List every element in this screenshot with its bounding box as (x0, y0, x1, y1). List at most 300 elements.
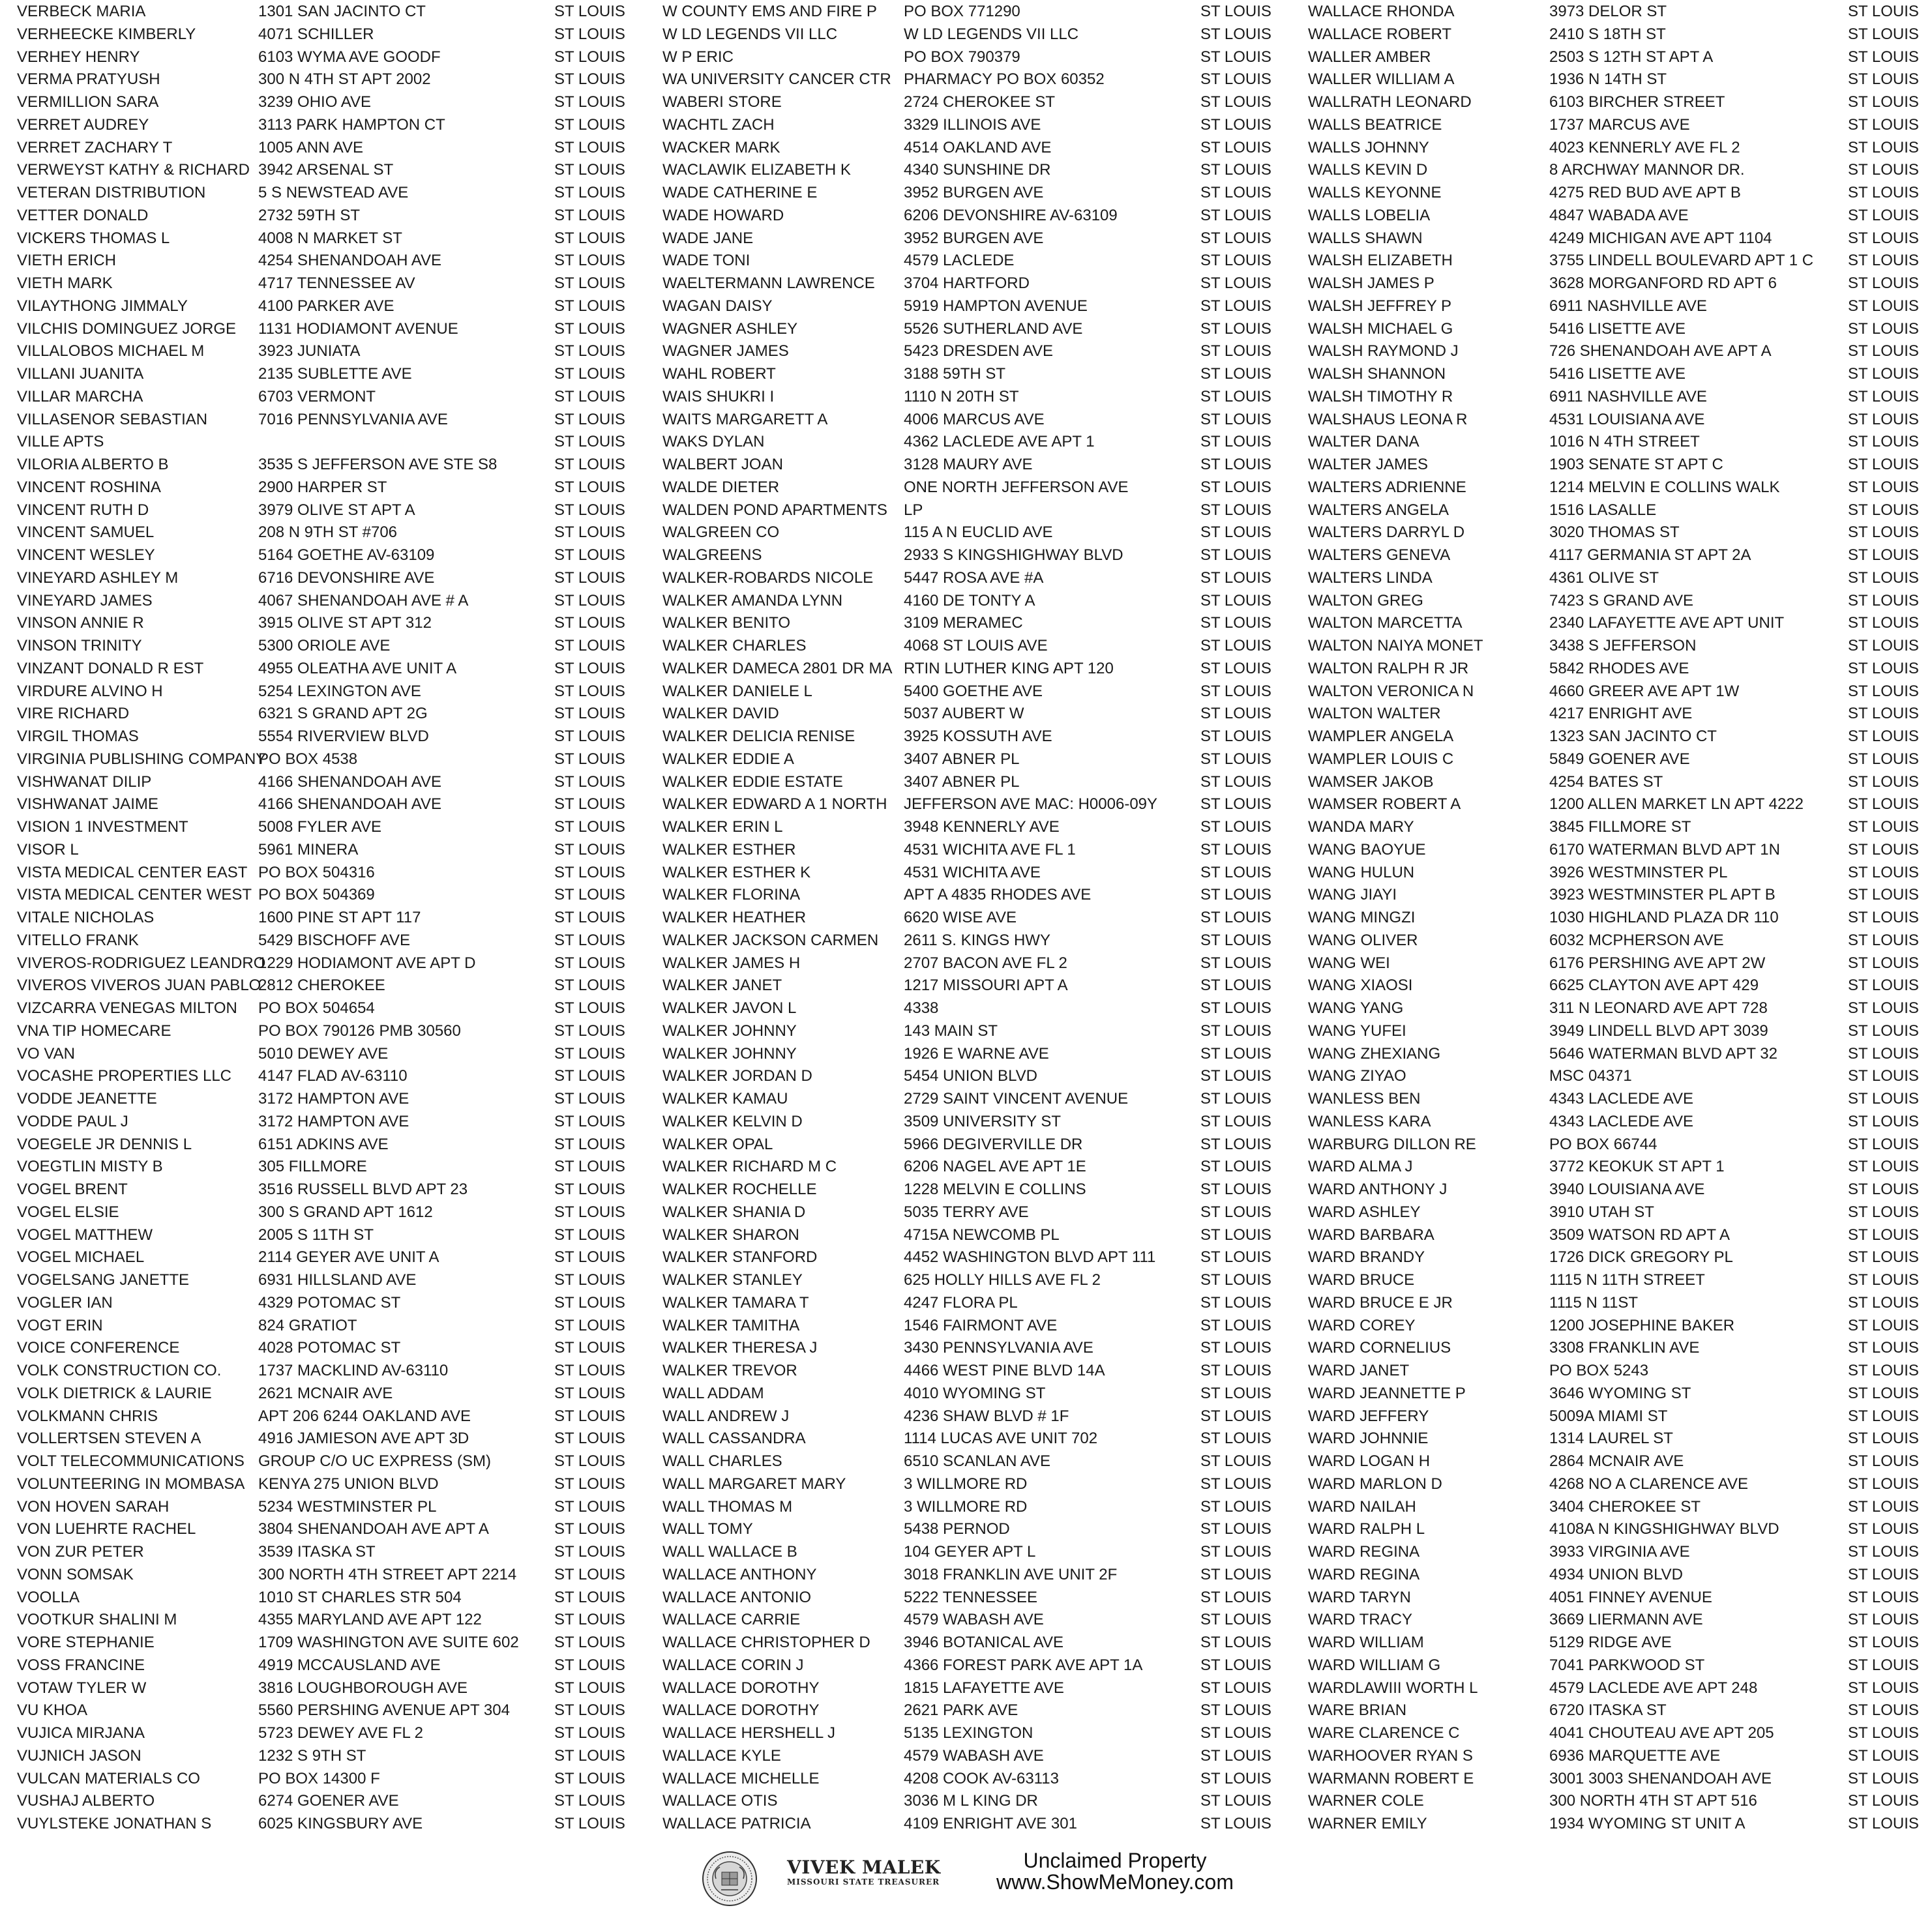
owner-city: ST LOUIS (554, 637, 625, 654)
owner-address: 1600 PINE ST APT 117 (258, 909, 421, 926)
owner-name: WANDA MARY (1308, 818, 1414, 836)
owner-city: ST LOUIS (554, 1611, 625, 1629)
owner-address: W LD LEGENDS VII LLC (904, 25, 1079, 43)
owner-city: ST LOUIS (1200, 1067, 1271, 1085)
owner-address: 4362 LACLEDE AVE APT 1 (904, 433, 1095, 451)
owner-name: WALKER KELVIN D (662, 1112, 803, 1130)
owner-name: WANG MINGZI (1308, 909, 1416, 926)
owner-address: 4361 OLIVE ST (1549, 568, 1659, 587)
owner-address: LP (904, 501, 923, 519)
owner-name: WALKER EDDIE A (662, 750, 794, 768)
owner-city: ST LOUIS (1848, 750, 1919, 768)
owner-name: WADE TONI (662, 252, 751, 270)
owner-city: ST LOUIS (554, 818, 625, 836)
owner-name: VOICE CONFERENCE (17, 1339, 180, 1357)
owner-city: ST LOUIS (1848, 1452, 1919, 1470)
owner-address: 4916 JAMIESON AVE APT 3D (258, 1430, 469, 1448)
owner-name: VERMILLION SARA (17, 93, 159, 111)
owner-name: WAMPLER LOUIS C (1308, 750, 1454, 768)
owner-name: WABERI STORE (662, 93, 782, 111)
owner-name: WAMPLER ANGELA (1308, 727, 1454, 745)
owner-city: ST LOUIS (1848, 365, 1919, 383)
owner-city: ST LOUIS (1200, 1135, 1271, 1153)
owner-name: WALKER EDDIE ESTATE (662, 772, 843, 791)
owner-name: WA UNIVERSITY CANCER CTR (662, 70, 891, 89)
owner-address: 5560 PERSHING AVENUE APT 304 (258, 1701, 510, 1720)
owner-address: 3430 PENNSYLVANIA AVE (904, 1339, 1093, 1357)
owner-address: 3923 WESTMINSTER PL APT B (1549, 886, 1776, 904)
owner-name: WALL THOMAS M (662, 1497, 793, 1516)
owner-address: APT A 4835 RHODES AVE (904, 886, 1092, 904)
owner-name: WALLACE ANTONIO (662, 1588, 812, 1606)
owner-name: WALKER STANFORD (662, 1248, 818, 1267)
owner-city: ST LOUIS (1200, 1792, 1271, 1810)
owner-address: 4028 POTOMAC ST (258, 1339, 401, 1357)
owner-address: 4579 WABASH AVE (904, 1611, 1044, 1629)
owner-address: 5010 DEWEY AVE (258, 1044, 389, 1063)
owner-address: 143 MAIN ST (904, 1021, 998, 1040)
owner-name: WALSHAUS LEONA R (1308, 410, 1468, 428)
owner-city: ST LOUIS (554, 1090, 625, 1108)
owner-name: WALKER JAVON L (662, 999, 797, 1017)
owner-city: ST LOUIS (1200, 1044, 1271, 1063)
owner-address: JEFFERSON AVE MAC: H0006-09Y (904, 795, 1158, 814)
owner-city: ST LOUIS (1848, 387, 1919, 405)
owner-address: 1115 N 11ST (1549, 1293, 1639, 1312)
owner-address: ONE NORTH JEFFERSON AVE (904, 478, 1129, 496)
owner-address: PO BOX 504316 (258, 863, 375, 881)
owner-name: WALKER CHARLES (662, 637, 807, 654)
owner-name: WAITS MARGARETT A (662, 410, 828, 428)
owner-city: ST LOUIS (554, 1271, 625, 1289)
owner-name: WALTERS ADRIENNE (1308, 478, 1466, 496)
owner-city: ST LOUIS (1200, 1701, 1271, 1720)
owner-name: WALKER TREVOR (662, 1362, 797, 1379)
owner-city: ST LOUIS (554, 1203, 625, 1221)
owner-city: ST LOUIS (554, 614, 625, 632)
owner-city: ST LOUIS (554, 659, 625, 677)
owner-address: 3940 LOUISIANA AVE (1549, 1181, 1705, 1198)
owner-city: ST LOUIS (1200, 1520, 1271, 1538)
owner-name: VIETH MARK (17, 274, 113, 292)
owner-address: 3329 ILLINOIS AVE (904, 115, 1041, 134)
owner-city: ST LOUIS (1200, 999, 1271, 1017)
owner-name: WAKS DYLAN (662, 433, 765, 451)
owner-address: 300 N 4TH ST APT 2002 (258, 70, 431, 89)
owner-address: 4208 COOK AV-63113 (904, 1769, 1059, 1787)
owner-address: 6716 DEVONSHIRE AVE (258, 568, 435, 587)
owner-name: WALLACE ROBERT (1308, 25, 1452, 43)
owner-name: WAGAN DAISY (662, 297, 773, 315)
owner-address: 3535 S JEFFERSON AVE STE S8 (258, 456, 498, 473)
owner-name: WALLACE DOROTHY (662, 1679, 820, 1697)
owner-address: 6032 MCPHERSON AVE (1549, 931, 1724, 949)
owner-address: 3949 LINDELL BLVD APT 3039 (1549, 1021, 1768, 1040)
owner-name: WALSH MICHAEL G (1308, 319, 1453, 338)
owner-address: 6103 WYMA AVE GOODF (258, 48, 441, 66)
owner-address: 6170 WATERMAN BLVD APT 1N (1549, 840, 1780, 859)
owner-address: 4109 ENRIGHT AVE 301 (904, 1815, 1077, 1832)
owner-city: ST LOUIS (1200, 1475, 1271, 1493)
owner-name: VONN SOMSAK (17, 1565, 134, 1583)
owner-name: WARBURG DILLON RE (1308, 1135, 1476, 1153)
owner-address: 2812 CHEROKEE (258, 977, 385, 995)
owner-name: VINSON ANNIE R (17, 614, 144, 632)
owner-address: KENYA 275 UNION BLVD (258, 1475, 439, 1493)
owner-name: WALL MARGARET MARY (662, 1475, 846, 1493)
owner-address: PO BOX 771290 (904, 3, 1020, 20)
owner-name: WALLACE DOROTHY (662, 1701, 820, 1720)
owner-city: ST LOUIS (1200, 25, 1271, 43)
owner-city: ST LOUIS (1200, 863, 1271, 881)
owner-address: 4715A NEWCOMB PL (904, 1226, 1060, 1244)
owner-name: WAHL ROBERT (662, 365, 776, 383)
owner-city: ST LOUIS (554, 682, 625, 700)
treasurer-name: VIVEK MALEK (787, 1857, 941, 1878)
owner-city: ST LOUIS (554, 319, 625, 338)
owner-address: 6206 DEVONSHIRE AV-63109 (904, 206, 1118, 224)
owner-city: ST LOUIS (1848, 1112, 1919, 1130)
owner-address: 2340 LAFAYETTE AVE APT UNIT (1549, 614, 1785, 632)
owner-name: VUSHAJ ALBERTO (17, 1792, 155, 1810)
owner-city: ST LOUIS (1848, 1158, 1919, 1176)
owner-city: ST LOUIS (1200, 206, 1271, 224)
owner-name: WALTON GREG (1308, 591, 1423, 610)
owner-city: ST LOUIS (554, 1112, 625, 1130)
owner-city: ST LOUIS (1848, 70, 1919, 89)
owner-city: ST LOUIS (1848, 1656, 1919, 1674)
owner-name: WALLACE ANTHONY (662, 1565, 817, 1583)
owner-city: ST LOUIS (1200, 342, 1271, 360)
owner-city: ST LOUIS (1200, 115, 1271, 134)
owner-address: 3308 FRANKLIN AVE (1549, 1339, 1700, 1357)
owner-address: MSC 04371 (1549, 1067, 1632, 1085)
owner-address: 6206 NAGEL AVE APT 1E (904, 1158, 1086, 1176)
owner-address: 2005 S 11TH ST (258, 1226, 374, 1244)
owner-address: 1903 SENATE ST APT C (1549, 456, 1723, 473)
owner-city: ST LOUIS (1848, 727, 1919, 745)
owner-name: WARD WILLIAM (1308, 1634, 1424, 1651)
owner-city: ST LOUIS (1200, 546, 1271, 564)
owner-city: ST LOUIS (1848, 433, 1919, 451)
owner-address: 6936 MARQUETTE AVE (1549, 1746, 1721, 1765)
owner-city: ST LOUIS (554, 909, 625, 926)
owner-name: WAGNER JAMES (662, 342, 789, 360)
owner-address: 6720 ITASKA ST (1549, 1701, 1667, 1720)
owner-name: WADE HOWARD (662, 206, 784, 224)
owner-city: ST LOUIS (1848, 1430, 1919, 1448)
owner-city: ST LOUIS (1200, 954, 1271, 972)
owner-name: WALTON MARCETTA (1308, 614, 1463, 632)
owner-address: 4329 POTOMAC ST (258, 1293, 401, 1312)
owner-city: ST LOUIS (1200, 410, 1271, 428)
owner-city: ST LOUIS (554, 1407, 625, 1425)
owner-address: 4117 GERMANIA ST APT 2A (1549, 546, 1751, 564)
owner-city: ST LOUIS (1200, 659, 1271, 677)
owner-name: WALKER ERIN L (662, 818, 783, 836)
owner-name: WALGREEN CO (662, 523, 780, 542)
owner-address: 4160 DE TONTY A (904, 591, 1035, 610)
owner-address: 5037 AUBERT W (904, 705, 1024, 723)
owner-name: WALKER EDWARD A 1 NORTH (662, 795, 887, 814)
owner-city: ST LOUIS (1848, 1565, 1919, 1583)
owner-city: ST LOUIS (1200, 433, 1271, 451)
owner-address: 4249 MICHIGAN AVE APT 1104 (1549, 229, 1772, 247)
owner-address: 5 S NEWSTEAD AVE (258, 184, 409, 201)
owner-address: 2707 BACON AVE FL 2 (904, 954, 1067, 972)
owner-name: VOEGELE JR DENNIS L (17, 1135, 192, 1153)
owner-city: ST LOUIS (554, 795, 625, 814)
owner-name: VIETH ERICH (17, 252, 117, 270)
owner-name: VOLT TELECOMMUNICATIONS (17, 1452, 245, 1470)
owner-name: WALDEN POND APARTMENTS (662, 501, 887, 519)
owner-name: WARD WILLIAM G (1308, 1656, 1441, 1674)
owner-city: ST LOUIS (1200, 1181, 1271, 1198)
owner-city: ST LOUIS (1200, 229, 1271, 247)
owner-address: PO BOX 790126 PMB 30560 (258, 1021, 461, 1040)
owner-city: ST LOUIS (1200, 1090, 1271, 1108)
owner-city: ST LOUIS (1848, 501, 1919, 519)
owner-address: 1217 MISSOURI APT A (904, 977, 1068, 995)
owner-address: 6703 VERMONT (258, 387, 376, 405)
owner-city: ST LOUIS (554, 410, 625, 428)
owner-city: ST LOUIS (1848, 1044, 1919, 1063)
owner-name: WALKER SHARON (662, 1226, 799, 1244)
owner-name: WALKER TAMITHA (662, 1316, 800, 1334)
owner-city: ST LOUIS (554, 93, 625, 111)
owner-name: VISTA MEDICAL CENTER WEST (17, 886, 252, 904)
owner-name: VINCENT SAMUEL (17, 523, 155, 542)
owner-city: ST LOUIS (1848, 1497, 1919, 1516)
owner-city: ST LOUIS (1200, 387, 1271, 405)
owner-address: 3239 OHIO AVE (258, 93, 371, 111)
owner-name: WARD COREY (1308, 1316, 1416, 1334)
owner-name: WALSH RAYMOND J (1308, 342, 1459, 360)
owner-name: WARD JOHNNIE (1308, 1430, 1429, 1448)
owner-name: VIVEROS VIVEROS JUAN PABLO (17, 977, 261, 995)
owner-address: 3 WILLMORE RD (904, 1497, 1028, 1516)
owner-address: 6625 CLAYTON AVE APT 429 (1549, 977, 1759, 995)
owner-name: WACHTL ZACH (662, 115, 775, 134)
owner-address: PHARMACY PO BOX 60352 (904, 70, 1105, 89)
owner-address: 4041 CHOUTEAU AVE APT 205 (1549, 1724, 1774, 1742)
owner-city: ST LOUIS (554, 184, 625, 201)
owner-name: WALKER JOHNNY (662, 1021, 797, 1040)
owner-address: 1301 SAN JACINTO CT (258, 3, 426, 20)
owner-city: ST LOUIS (1848, 863, 1919, 881)
owner-address: RTIN LUTHER KING APT 120 (904, 659, 1114, 677)
owner-city: ST LOUIS (554, 568, 625, 587)
owner-name: WALKER JORDAN D (662, 1067, 812, 1085)
owner-name: WARD MARLON D (1308, 1475, 1442, 1493)
owner-name: VITALE NICHOLAS (17, 909, 155, 926)
owner-city: ST LOUIS (1200, 909, 1271, 926)
owner-address: 1936 N 14TH ST (1549, 70, 1667, 89)
owner-city: ST LOUIS (1848, 886, 1919, 904)
owner-city: ST LOUIS (554, 1520, 625, 1538)
owner-name: WARD TARYN (1308, 1588, 1411, 1606)
treasurer-seal-icon (702, 1851, 758, 1907)
owner-name: VULCAN MATERIALS CO (17, 1769, 200, 1787)
owner-name: WALLACE CORIN J (662, 1656, 804, 1674)
owner-city: ST LOUIS (1200, 1248, 1271, 1267)
owner-name: WANG YANG (1308, 999, 1404, 1017)
owner-address: 3404 CHEROKEE ST (1549, 1497, 1701, 1516)
owner-city: ST LOUIS (1200, 161, 1271, 179)
owner-address: 2410 S 18TH ST (1549, 25, 1666, 43)
owner-address: 5454 UNION BLVD (904, 1067, 1037, 1085)
owner-city: ST LOUIS (1848, 999, 1919, 1017)
owner-city: ST LOUIS (554, 1497, 625, 1516)
owner-address: PO BOX 504654 (258, 999, 375, 1017)
owner-address: 3018 FRANKLIN AVE UNIT 2F (904, 1565, 1118, 1583)
owner-city: ST LOUIS (1200, 1724, 1271, 1742)
owner-name: WALKER KAMAU (662, 1090, 788, 1108)
owner-city: ST LOUIS (1200, 1226, 1271, 1244)
owner-city: ST LOUIS (554, 1634, 625, 1651)
owner-city: ST LOUIS (554, 1792, 625, 1810)
owner-name: VILCHIS DOMINGUEZ JORGE (17, 319, 237, 338)
owner-address: 5966 DEGIVERVILLE DR (904, 1135, 1083, 1153)
owner-name: WALKER JOHNNY (662, 1044, 797, 1063)
owner-city: ST LOUIS (554, 115, 625, 134)
owner-name: VO VAN (17, 1044, 75, 1063)
owner-name: WARD JANET (1308, 1362, 1410, 1379)
owner-name: WALTERS ANGELA (1308, 501, 1449, 519)
owner-name: WADE CATHERINE E (662, 184, 818, 201)
owner-address: 1110 N 20TH ST (904, 387, 1019, 405)
owner-address: 1131 HODIAMONT AVENUE (258, 319, 458, 338)
owner-address: 5646 WATERMAN BLVD APT 32 (1549, 1044, 1777, 1063)
owner-address: 5554 RIVERVIEW BLVD (258, 727, 429, 745)
owner-address: 2621 PARK AVE (904, 1701, 1018, 1720)
owner-name: WARD JEANNETTE P (1308, 1384, 1466, 1402)
owner-address: 3509 WATSON RD APT A (1549, 1226, 1730, 1244)
owner-name: VOLKMANN CHRIS (17, 1407, 158, 1425)
owner-city: ST LOUIS (554, 1724, 625, 1742)
owner-address: 3952 BURGEN AVE (904, 184, 1044, 201)
owner-city: ST LOUIS (554, 954, 625, 972)
owner-city: ST LOUIS (1848, 252, 1919, 270)
owner-city: ST LOUIS (1848, 229, 1919, 247)
owner-address: 3816 LOUGHBOROUGH AVE (258, 1679, 468, 1697)
owner-city: ST LOUIS (1200, 184, 1271, 201)
owner-address: 1709 WASHINGTON AVE SUITE 602 (258, 1634, 519, 1651)
owner-name: VISHWANAT DILIP (17, 772, 152, 791)
owner-name: VERRET ZACHARY T (17, 138, 173, 156)
owner-address: 2503 S 12TH ST APT A (1549, 48, 1714, 66)
owner-name: WALTON RALPH R JR (1308, 659, 1469, 677)
owner-address: 3 WILLMORE RD (904, 1475, 1028, 1493)
owner-city: ST LOUIS (1200, 1407, 1271, 1425)
owner-name: VIRGINIA PUBLISHING COMPANY (17, 750, 267, 768)
owner-address: 208 N 9TH ST #706 (258, 523, 398, 542)
owner-city: ST LOUIS (554, 750, 625, 768)
owner-address: PO BOX 5243 (1549, 1362, 1649, 1379)
owner-city: ST LOUIS (1200, 1112, 1271, 1130)
owner-name: WALKER ESTHER (662, 840, 796, 859)
owner-name: WALLACE OTIS (662, 1792, 778, 1810)
owner-name: WALKER BENITO (662, 614, 791, 632)
owner-address: 2724 CHEROKEE ST (904, 93, 1056, 111)
owner-address: 8 ARCHWAY MANNOR DR. (1549, 161, 1745, 179)
owner-address: 4071 SCHILLER (258, 25, 374, 43)
owner-address: 6911 NASHVILLE AVE (1549, 297, 1707, 315)
owner-address: 1200 ALLEN MARKET LN APT 4222 (1549, 795, 1804, 814)
owner-address: 4254 SHENANDOAH AVE (258, 252, 442, 270)
owner-city: ST LOUIS (1848, 1362, 1919, 1379)
owner-address: 4010 WYOMING ST (904, 1384, 1046, 1402)
owner-city: ST LOUIS (1848, 138, 1919, 156)
owner-city: ST LOUIS (1848, 772, 1919, 791)
owner-name: VUJNICH JASON (17, 1746, 141, 1765)
owner-address: 1323 SAN JACINTO CT (1549, 727, 1717, 745)
owner-city: ST LOUIS (1848, 48, 1919, 66)
owner-name: VNA TIP HOMECARE (17, 1021, 171, 1040)
owner-city: ST LOUIS (1848, 818, 1919, 836)
owner-name: WAELTERMANN LAWRENCE (662, 274, 875, 292)
owner-address: 6620 WISE AVE (904, 909, 1017, 926)
owner-name: VINSON TRINITY (17, 637, 142, 654)
owner-address: 3036 M L KING DR (904, 1792, 1038, 1810)
owner-city: ST LOUIS (1200, 297, 1271, 315)
owner-name: VISTA MEDICAL CENTER EAST (17, 863, 248, 881)
owner-address: 2114 GEYER AVE UNIT A (258, 1248, 439, 1267)
owner-address: 3923 JUNIATA (258, 342, 361, 360)
owner-name: WALSH SHANNON (1308, 365, 1446, 383)
owner-address: 1016 N 4TH STREET (1549, 433, 1700, 451)
owner-city: ST LOUIS (554, 1701, 625, 1720)
owner-city: ST LOUIS (554, 3, 625, 20)
owner-address: 5008 FYLER AVE (258, 818, 381, 836)
owner-name: VU KHOA (17, 1701, 88, 1720)
owner-name: VICKERS THOMAS L (17, 229, 170, 247)
owner-city: ST LOUIS (1848, 1203, 1919, 1221)
owner-address: 3407 ABNER PL (904, 772, 1020, 791)
owner-city: ST LOUIS (1848, 3, 1919, 20)
owner-city: ST LOUIS (554, 501, 625, 519)
owner-name: VINCENT RUTH D (17, 501, 149, 519)
website-link[interactable]: www.ShowMeMoney.com (996, 1870, 1234, 1894)
owner-address: 3772 KEOKUK ST APT 1 (1549, 1158, 1725, 1176)
owner-address: 3188 59TH ST (904, 365, 1006, 383)
owner-city: ST LOUIS (1848, 1611, 1919, 1629)
owner-city: ST LOUIS (554, 1430, 625, 1448)
treasurer-signature (787, 1858, 941, 1887)
owner-name: WALL ADDAM (662, 1384, 764, 1402)
owner-city: ST LOUIS (1200, 1611, 1271, 1629)
owner-address: 6931 HILLSLAND AVE (258, 1271, 417, 1289)
owner-name: WALTERS GENEVA (1308, 546, 1451, 564)
owner-city: ST LOUIS (1848, 1090, 1919, 1108)
owner-address: 3516 RUSSELL BLVD APT 23 (258, 1181, 468, 1198)
owner-city: ST LOUIS (1200, 886, 1271, 904)
owner-address: 1214 MELVIN E COLLINS WALK (1549, 478, 1780, 496)
owner-city: ST LOUIS (1200, 1815, 1271, 1832)
owner-address: 4343 LACLEDE AVE (1549, 1090, 1694, 1108)
owner-address: 4514 OAKLAND AVE (904, 138, 1052, 156)
owner-address: 3539 ITASKA ST (258, 1543, 376, 1561)
owner-address: 4919 MCCAUSLAND AVE (258, 1656, 441, 1674)
owner-address: 5400 GOETHE AVE (904, 682, 1043, 700)
owner-name: VORE STEPHANIE (17, 1634, 155, 1651)
owner-name: WALTON VERONICA N (1308, 682, 1474, 700)
owner-name: WARNER COLE (1308, 1792, 1424, 1810)
owner-name: WALKER AMANDA LYNN (662, 591, 843, 610)
owner-city: ST LOUIS (554, 1679, 625, 1697)
owner-name: WALKER DAVID (662, 705, 779, 723)
owner-city: ST LOUIS (554, 229, 625, 247)
